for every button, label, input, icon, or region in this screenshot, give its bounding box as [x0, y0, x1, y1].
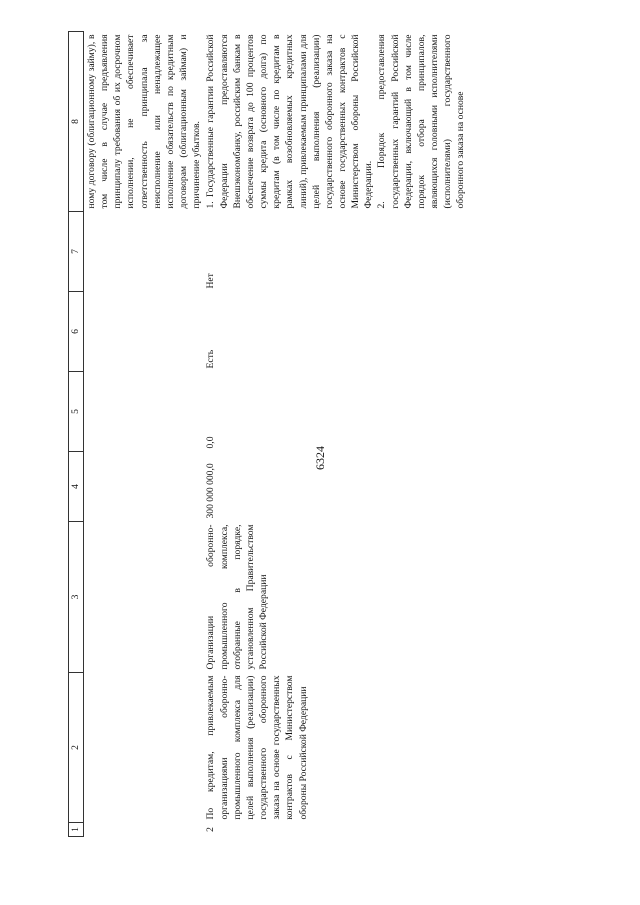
table-row: [203, 32, 467, 837]
row-principal: Организации оборонно-промышленного комплекса, отобранные в порядке, установленном Правительством Российской Федерации: [205, 524, 270, 670]
column-header-1: 1: [69, 823, 84, 837]
row-col5: 0,0: [205, 436, 217, 449]
column-header-5: 5: [69, 372, 84, 452]
row-conditions: [203, 32, 467, 212]
column-number-header: [69, 32, 84, 837]
column-header-7: 7: [69, 212, 84, 292]
continuation-text: ному договору (облигационному займу), в том числе в случае предъявления принципалу требования об их досрочном исполнении, не обеспечивает ответственность принципала за неисполнение или ненадлежащее исполнение обязательств по кредитным договорам (облигационным займам) и причинение убытков.: [86, 34, 203, 209]
column-header-2: 2: [69, 673, 84, 823]
column-header-4: 4: [69, 452, 84, 522]
page-number-text: 6324: [313, 446, 327, 470]
guarantee-table-sheet: [68, 32, 608, 837]
condition-paragraph-2: 2. Порядок предоставления государственных гарантий Российской Федерации, включающий в том числе порядок отбора принципалов, являющихся головными исполнителями (исполнителями) государственного оборонного заказа на основе: [376, 34, 467, 209]
row-col7: Нет: [205, 273, 217, 289]
row-amount: 300 000 000,0: [205, 463, 217, 519]
guarantee-table: [68, 31, 468, 837]
continuation-row: [84, 32, 204, 837]
column-header-3: 3: [69, 522, 84, 673]
column-header-6: 6: [69, 292, 84, 372]
row-col6: Есть: [205, 349, 217, 369]
row-purpose: По кредитам, привлекаемым организациями оборонно-промышленного комплекса для целей выполнения (реализации) государственного оборонного заказа на основе государственных контрактов с Министерством обороны Российской Федерации: [205, 675, 309, 820]
condition-paragraph-1: 1. Государственные гарантии Российской Федерации предоставляются Внешэкономбанку, российским банкам в обеспечение возврата до 100 процентов суммы кредита (основного долга) по кредитам (в том числе по кредитам в рамках возобновляемых кредитных линий), привлекаемым принципалами для целей выполнения (реализации) государственного оборонного заказа на основе государственных контрактов с Министерством обороны Российской Федерации.: [205, 34, 375, 209]
column-header-8: 8: [69, 32, 84, 212]
row-number: 2: [205, 827, 217, 832]
